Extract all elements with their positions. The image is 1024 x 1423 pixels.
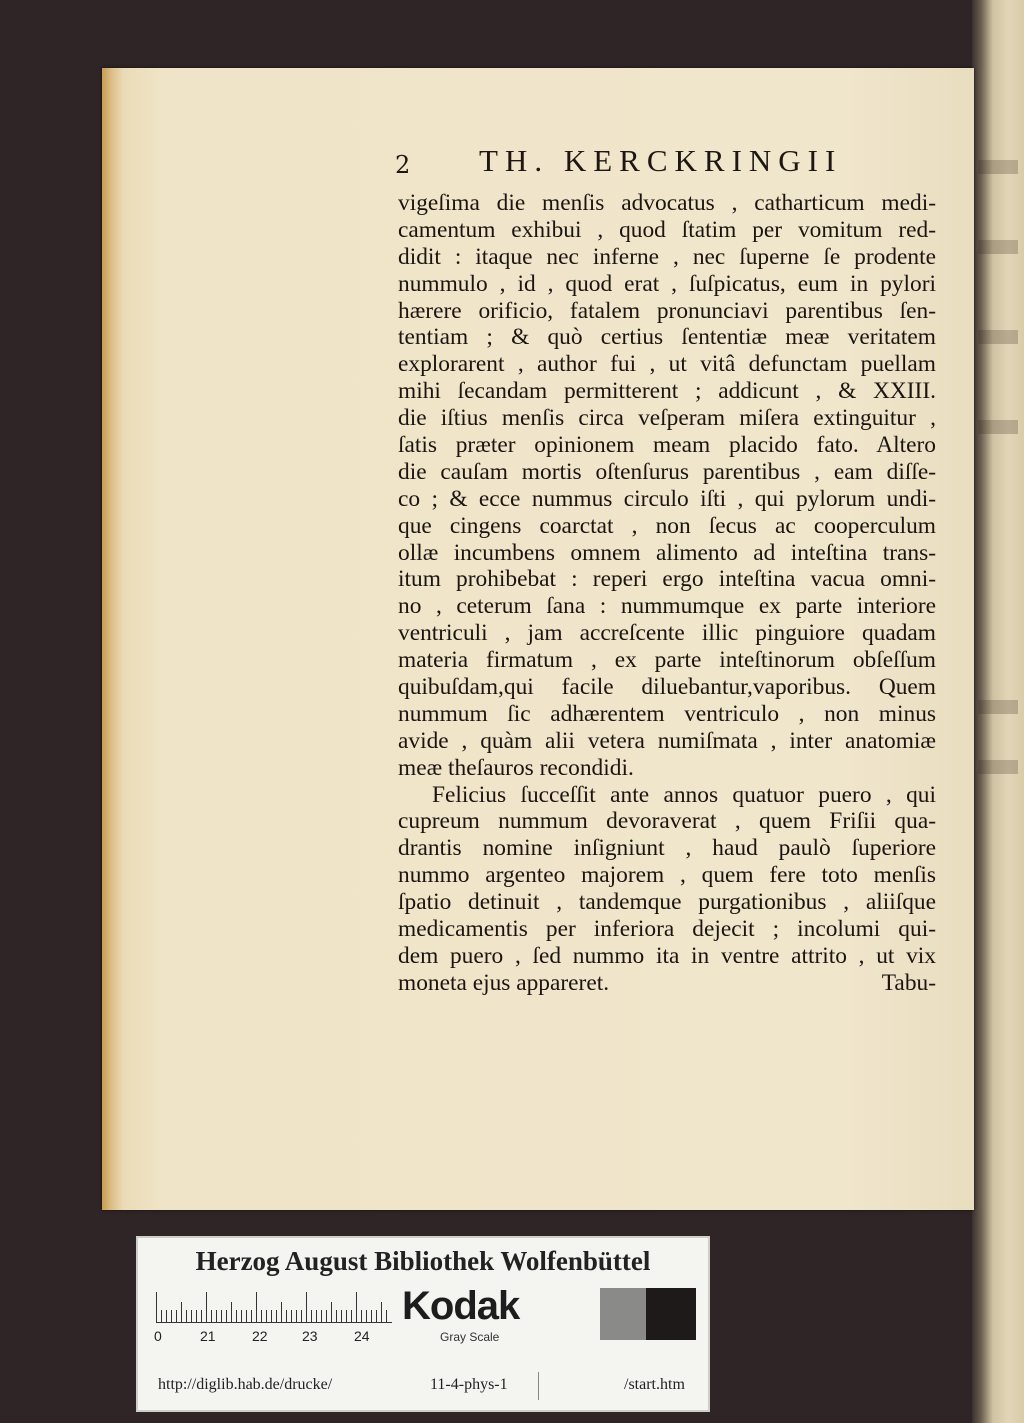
ruler-tick bbox=[301, 1310, 302, 1322]
ruler-tick bbox=[386, 1310, 387, 1322]
ruler-tick bbox=[291, 1310, 292, 1322]
text-line: medicamentis per inferiora dejecit ; incolumi qui- bbox=[398, 916, 936, 943]
ruler-tick bbox=[176, 1310, 177, 1322]
ruler-label: 22 bbox=[252, 1328, 268, 1344]
ruler-tick bbox=[271, 1310, 272, 1322]
url-left: http://diglib.hab.de/drucke/ bbox=[158, 1376, 333, 1393]
text-line: nummo argenteo majorem , quem fere toto menſis bbox=[398, 862, 936, 889]
body-text bbox=[398, 190, 936, 997]
text-line: dem puero , ſed nummo ita in ventre attrito , ut vix bbox=[398, 942, 936, 969]
text-line: mihi ſecandam permitterent ; addicunt , & XXIII. bbox=[398, 378, 936, 405]
ruler-tick bbox=[181, 1302, 182, 1322]
ruler-tick bbox=[311, 1310, 312, 1322]
ruler-tick bbox=[241, 1310, 242, 1322]
ruler-tick bbox=[326, 1310, 327, 1322]
page-number: 2 bbox=[395, 151, 411, 179]
running-head: TH. KERCKRINGII bbox=[479, 143, 843, 178]
gray-swatch-light bbox=[600, 1288, 646, 1340]
ruler-tick bbox=[251, 1310, 252, 1322]
text-line: avide , quàm alii vetera numiſmata , inter anatomiæ bbox=[398, 727, 936, 754]
text-line: tentiam ; & quò certius ſententiæ meæ veritatem bbox=[398, 324, 936, 351]
ruler-tick bbox=[321, 1310, 322, 1322]
ruler-tick bbox=[191, 1310, 192, 1322]
text-line: die cauſam mortis oſtenſurus parentibus , eam diſſe- bbox=[398, 458, 936, 485]
text-line: no , ceterum ſana : nummumque ex parte interiore bbox=[398, 593, 936, 620]
ruler-tick bbox=[361, 1310, 362, 1322]
paragraph-end-line: meæ theſauros recondidi. bbox=[398, 754, 634, 781]
ruler-tick bbox=[196, 1310, 197, 1322]
text-line: explorarent , author fui , ut vitâ defunctam puellam bbox=[398, 351, 936, 378]
ruler-tick bbox=[231, 1302, 232, 1322]
text-line: die iſtius menſis circa veſperam miſera extinguitur , bbox=[398, 405, 936, 432]
catchword: Tabu- bbox=[881, 969, 936, 996]
text-line: ventriculi , jam accreſcente illic pinguiore quadam bbox=[398, 620, 936, 647]
neighboring-page-edge bbox=[972, 0, 1024, 1423]
text-line: co ; & ecce nummus circulo iſti , qui pylorum undi- bbox=[398, 485, 936, 512]
ruler-tick bbox=[316, 1310, 317, 1322]
ruler-tick bbox=[341, 1310, 342, 1322]
ruler-tick bbox=[226, 1310, 227, 1322]
ruler-tick bbox=[211, 1310, 212, 1322]
ruler-tick bbox=[296, 1310, 297, 1322]
ruler-tick bbox=[186, 1310, 187, 1322]
text-line: ollæ incumbens omnem alimento ad inteſtina trans- bbox=[398, 539, 936, 566]
ruler-tick bbox=[371, 1310, 372, 1322]
text-line: vigeſima die menſis advocatus , catharticum medi- bbox=[398, 190, 936, 216]
text-line: ſpatio detinuit , tandemque purgationibus , aliiſque bbox=[398, 889, 936, 916]
ruler bbox=[156, 1290, 392, 1323]
library-name: Herzog August Bibliothek Wolfenbüttel bbox=[195, 1246, 651, 1276]
ruler-tick bbox=[381, 1302, 382, 1322]
library-color-bar bbox=[136, 1236, 710, 1412]
url-right: /start.htm bbox=[624, 1376, 685, 1393]
ruler-tick bbox=[351, 1310, 352, 1322]
ghost-text bbox=[978, 420, 1018, 434]
ruler-tick bbox=[156, 1292, 157, 1322]
ruler-tick bbox=[201, 1310, 202, 1322]
ghost-text bbox=[978, 330, 1018, 344]
ruler-tick bbox=[221, 1310, 222, 1322]
text-line: ſatis præter opinionem meam placido fato. Altero bbox=[398, 432, 936, 459]
ruler-label: 21 bbox=[200, 1328, 216, 1344]
ruler-tick bbox=[246, 1310, 247, 1322]
gray-swatch-dark bbox=[646, 1288, 696, 1340]
kodak-logo: Kodak bbox=[402, 1284, 520, 1328]
ghost-text bbox=[978, 240, 1018, 254]
text-line: cupreum nummum devoraverat , quem Friſii qua- bbox=[398, 808, 936, 835]
url-mid: 11-4-phys-1 bbox=[430, 1376, 508, 1393]
final-line-text: moneta ejus appareret. bbox=[398, 969, 610, 996]
ruler-tick bbox=[276, 1310, 277, 1322]
ruler-tick bbox=[266, 1310, 267, 1322]
ruler-tick bbox=[346, 1310, 347, 1322]
text-line: didit : itaque nec inferne , nec ſuperne ſe prodente bbox=[398, 243, 936, 270]
page-header bbox=[395, 143, 935, 183]
ruler-tick bbox=[366, 1310, 367, 1322]
text-line: hærere orificio, fatalem pronunciavi parentibus ſen- bbox=[398, 297, 936, 324]
text-line: itum prohibebat : reperi ergo inteſtina vacua omni- bbox=[398, 566, 936, 593]
ruler-tick bbox=[216, 1310, 217, 1322]
ruler-tick bbox=[256, 1292, 257, 1322]
ruler-tick bbox=[161, 1310, 162, 1322]
final-line bbox=[398, 970, 936, 997]
separator bbox=[538, 1372, 539, 1400]
ruler-label: 23 bbox=[302, 1328, 318, 1344]
text-line: que cingens coarctat , non ſecus ac cooperculum bbox=[398, 512, 936, 539]
ruler-tick bbox=[261, 1310, 262, 1322]
text-line: nummulo , id , quod erat , ſuſpicatus, eum in pylori bbox=[398, 270, 936, 297]
text-line: nummum ſic adhærentem ventriculo , non minus bbox=[398, 700, 936, 727]
text-line: quibuſdam,qui facile diluebantur,vaporibus. Quem bbox=[398, 674, 936, 701]
ruler-tick bbox=[281, 1302, 282, 1322]
ruler-tick bbox=[171, 1310, 172, 1322]
text-line: camentum exhibui , quod ſtatim per vomitum red- bbox=[398, 216, 936, 243]
ghost-text bbox=[978, 700, 1018, 714]
ruler-tick bbox=[286, 1310, 287, 1322]
ruler-tick bbox=[356, 1292, 357, 1322]
ruler-tick bbox=[306, 1292, 307, 1322]
ruler-tick bbox=[336, 1310, 337, 1322]
ruler-tick bbox=[331, 1302, 332, 1322]
ruler-tick bbox=[376, 1310, 377, 1322]
text-line: drantis nomine inſigniunt , haud paulò ſuperiore bbox=[398, 835, 936, 862]
ruler-label: 24 bbox=[354, 1328, 370, 1344]
ghost-text bbox=[978, 760, 1018, 774]
ruler-tick bbox=[206, 1292, 207, 1322]
ruler-label: 0 bbox=[154, 1328, 162, 1344]
ghost-text bbox=[978, 160, 1018, 174]
gray-scale-label: Gray Scale bbox=[440, 1330, 500, 1344]
ruler-tick bbox=[236, 1310, 237, 1322]
ruler-tick bbox=[166, 1310, 167, 1322]
text-line: materia firmatum , ex parte inteſtinorum obſeſſum bbox=[398, 647, 936, 674]
paragraph-start-line: Felicius ſucceſſit ante annos quatuor puero , qui bbox=[432, 781, 936, 808]
